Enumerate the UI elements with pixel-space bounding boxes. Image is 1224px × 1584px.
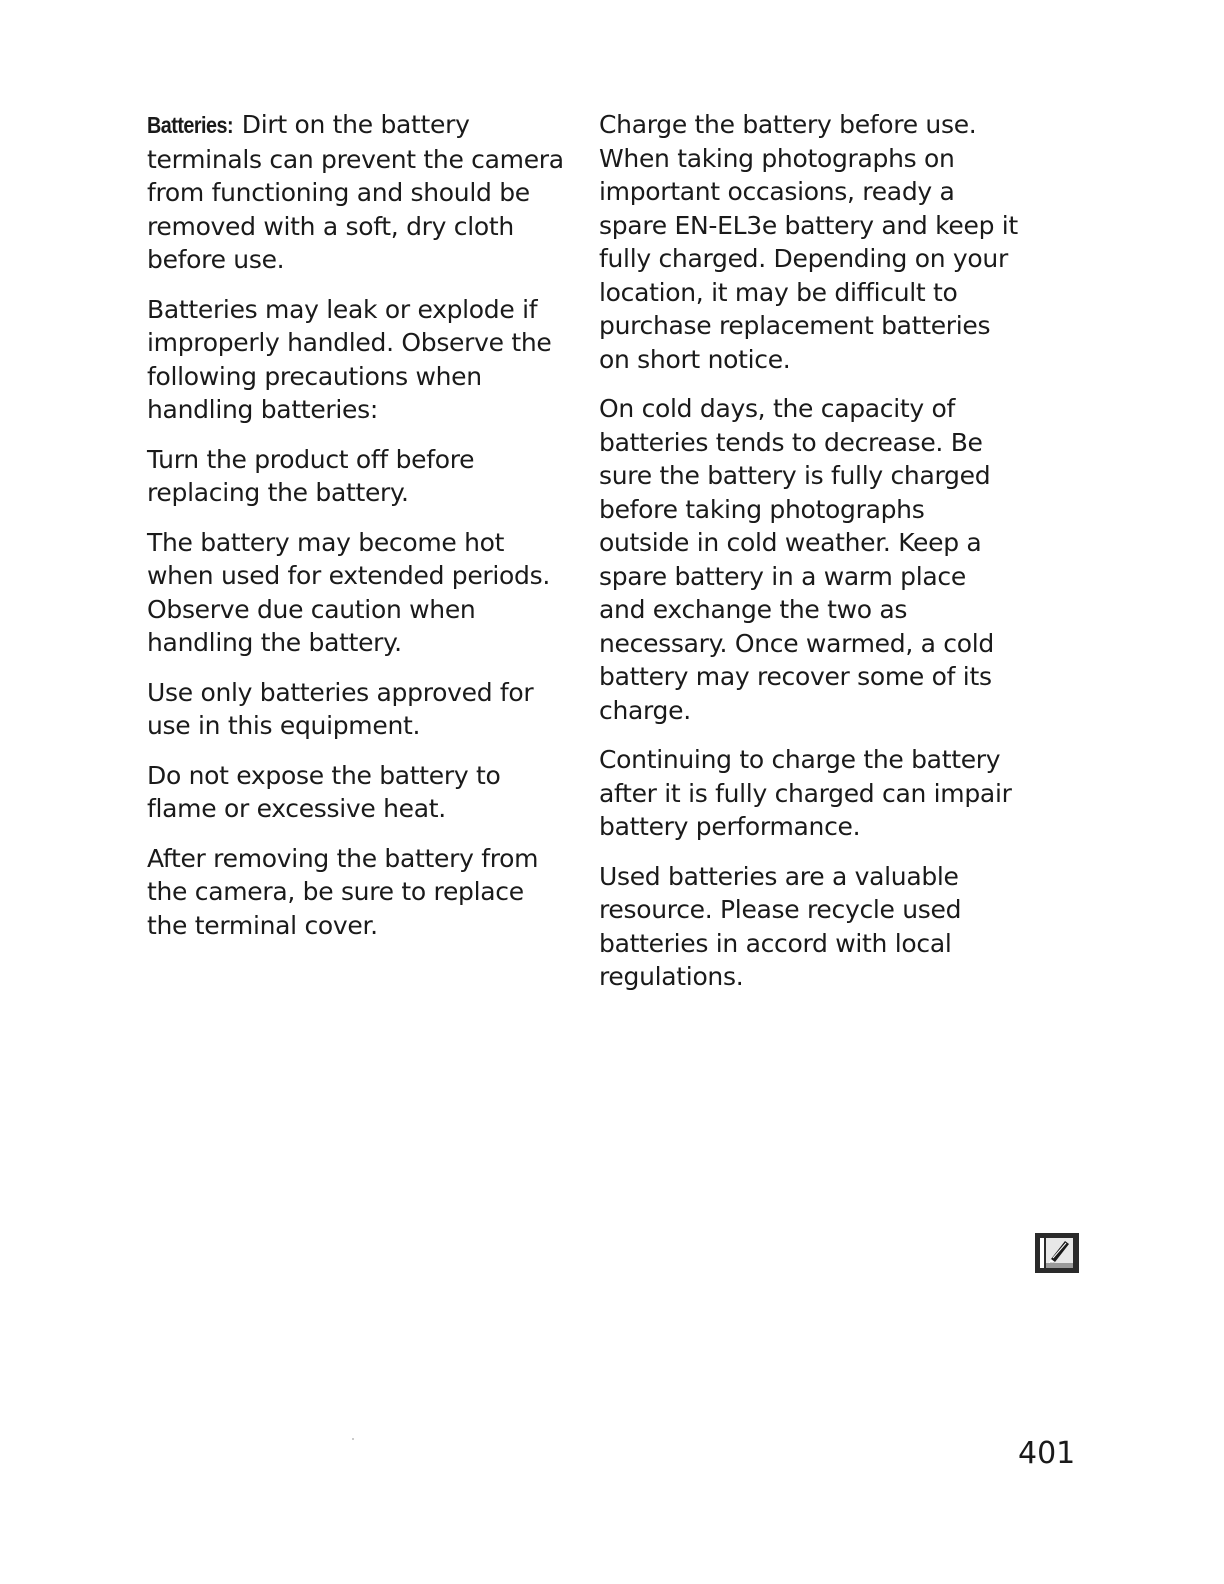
terminal-cover-paragraph: After removing the battery from the camera, be sure to replace the terminal cover. <box>147 843 539 940</box>
turn-off-paragraph: Turn the product off before replacing the battery. <box>147 444 475 507</box>
continuing-charge-paragraph: Continuing to charge the battery after it is fully charged can impair battery performance. <box>599 745 1012 841</box>
recycle-paragraph: Used batteries are a valuable resource. Please recycle used batteries in accord with local regulations. <box>599 861 962 991</box>
battery-terminals-paragraph <box>147 108 567 277</box>
right-column <box>599 108 1019 1010</box>
flame-heat-paragraph: Do not expose the battery to flame or excessive heat. <box>147 760 501 823</box>
cold-days-paragraph: On cold days, the capacity of batteries tends to decrease. Be sure the battery is fully charged before taking photographs outside in cold weather. Keep a spare battery in a warm place and exchange the two as necessary. Once warmed, a cold battery may recover some of its charge. <box>599 394 994 725</box>
technical-notes-icon[interactable] <box>1034 1232 1080 1274</box>
scan-speck <box>352 1438 354 1440</box>
approved-batteries-paragraph: Use only batteries approved for use in this equipment. <box>147 677 534 740</box>
battery-hot-paragraph: The battery may become hot when used for extended periods. Observe due caution when handling the battery. <box>147 527 550 657</box>
paragraph-text: Dirt on the battery terminals can prevent the camera from functioning and should be removed with a soft, dry cloth before use. <box>147 110 564 274</box>
batteries-heading: Batteries: <box>147 112 234 138</box>
charge-before-use-paragraph: Charge the battery before use. When taking photographs on important occasions, ready a spare EN-EL3e battery and keep it fully charged. Depending on your location, it may be difficult to purchase replacement batteries on short notice. <box>599 110 1018 374</box>
page-number: 401 <box>1018 1436 1076 1471</box>
precautions-intro-paragraph: Batteries may leak or explode if improperly handled. Observe the following precautions when handling batteries: <box>147 294 552 424</box>
left-column <box>147 108 567 958</box>
